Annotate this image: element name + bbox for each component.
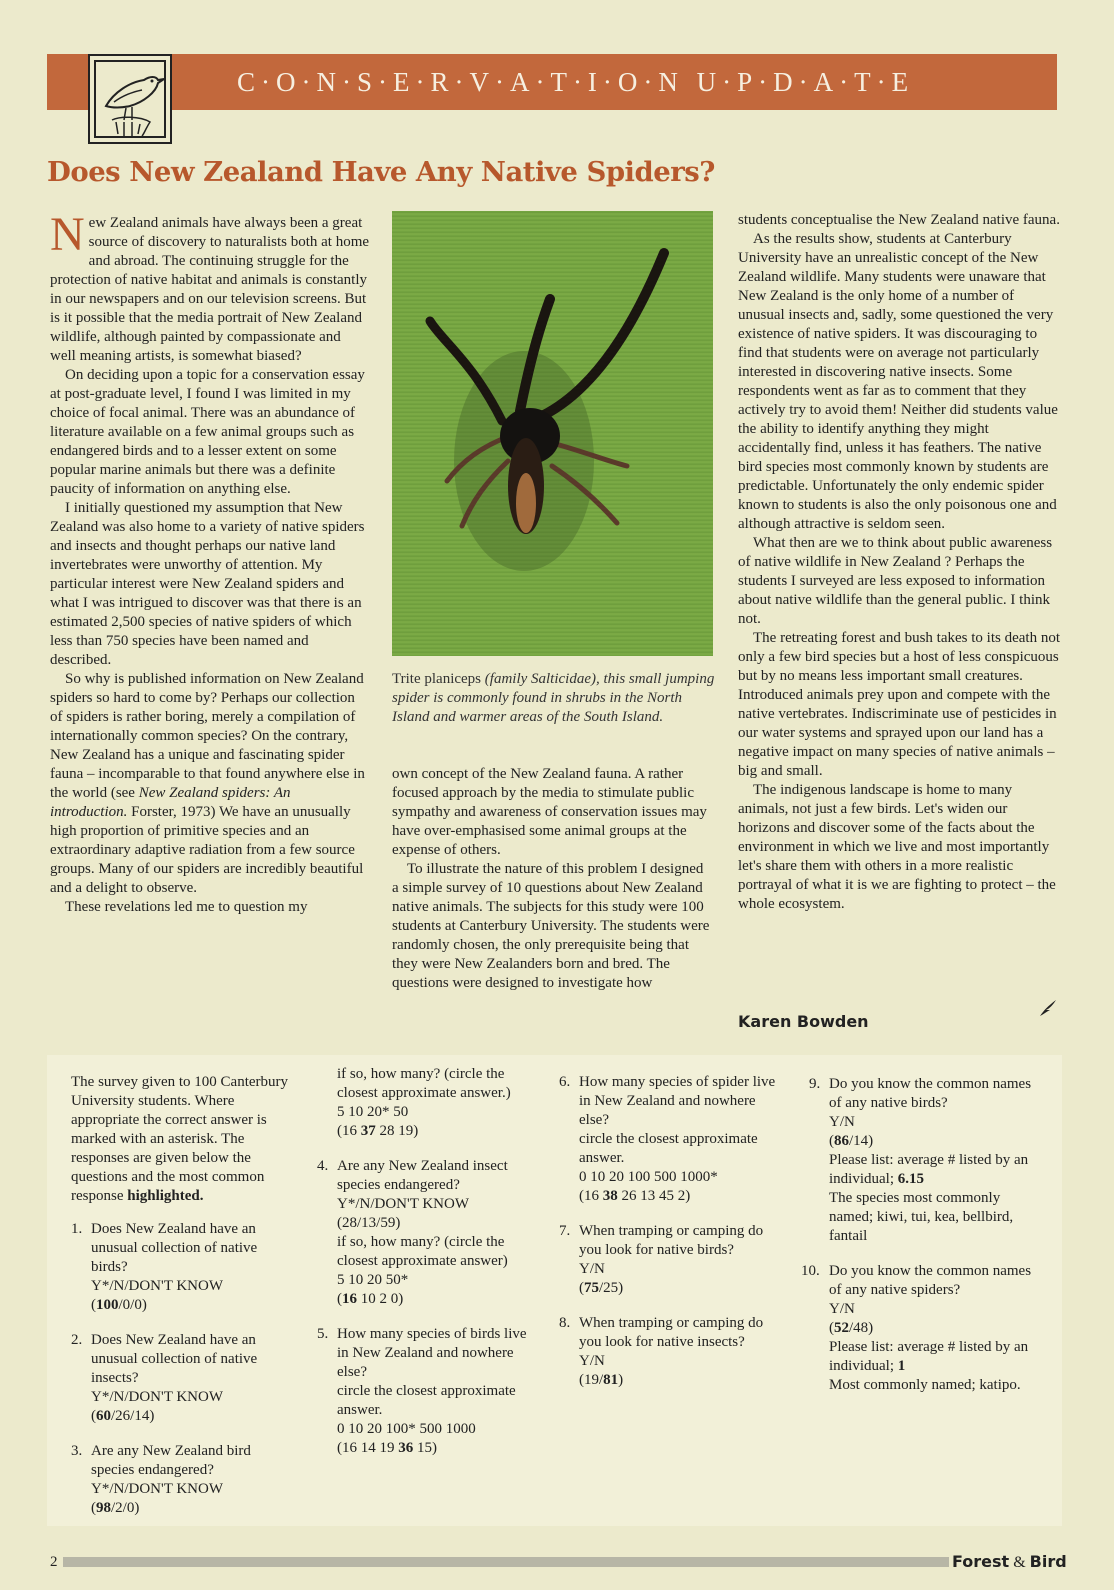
author-byline: Karen Bowden	[738, 1012, 869, 1031]
section-banner	[47, 54, 1057, 110]
paragraph: What then are we to think about public awareness of native wildlife in New Zealand ? Perhaps the students I surveyed are less exposed to information about native wildlife than the general public. I think not.	[738, 535, 1053, 627]
paragraph: So why is published information on New Zealand spiders so hard to come by? Perhaps our collection of spiders is rather boring, merely a compilation of internationally common species? On the contrary, New Zealand has a unique and fascinating spider fauna – incomparable to that found anywhere else in the world (see New Zealand spiders: An introduction. Forster, 1973) We have an unusually high proportion of primitive species and an extraordinary adaptive radiation from a few source groups. Many of our spiders are incredibly beautiful and a delight to observe.	[50, 671, 365, 896]
paragraph: The indigenous landscape is home to many animals, not just a few birds. Let's widen our horizons and discover some of the facts about the environment in which we live and most importantly let's share them with others in a more realistic portrayal of what it is we are fighting to protect – the whole ecosystem.	[738, 782, 1056, 912]
photo-caption: Trite planiceps (family Salticidae), this small jumping spider is commonly found in shrubs in the North Island and warmer areas of the South Island.	[392, 671, 715, 725]
magazine-title: Forest & Bird	[952, 1552, 1067, 1571]
book-reference: New Zealand spiders: An introduction.	[50, 785, 291, 820]
survey-box	[47, 1055, 1062, 1526]
survey-column-4	[801, 1075, 1035, 1411]
survey-question: 10. Do you know the common names of any native spiders? Y/N (52/48) Please list: average # listed by an individual; 1 Most commonly named; katipo.	[801, 1263, 1032, 1393]
paragraph: own concept of the New Zealand fauna. A rather focused approach by the media to stimulate public sympathy and awareness of conservation issues may have over-emphasised some animal groups at the expense of others.	[392, 766, 707, 858]
survey-question: if so, how many? (circle the closest approximate answer.) 5 10 20* 50 (16 37 28 19)	[337, 1066, 511, 1139]
survey-intro: The survey given to 100 Canterbury University students. Where appropriate the correct answer is marked with an asterisk. The responses are given below the questions and the most common response highlighted.	[71, 1074, 289, 1204]
paragraph: To illustrate the nature of this problem I designed a simple survey of 10 questions about New Zealand native animals. The subjects for this study were 100 students at Canterbury University. The students were randomly chosen, the only prerequisite being that they were New Zealanders born and bred. The questions were designed to investigate how	[392, 861, 710, 991]
survey-question: 5. How many species of birds live in New Zealand and nowhere else? circle the closest approximate answer. 0 10 20 100* 500 1000 (16 14 19 36 15)	[317, 1326, 527, 1456]
paragraph: I initially questioned my assumption that New Zealand was also home to a variety of native spiders and insects and thought perhaps our native land invertebrates were unworthy of attention. My particular interest were New Zealand spiders and what I was intrigued to discover was that there is an estimated 2,500 species of native spiders of which less than 750 species have been named and described.	[50, 500, 365, 668]
survey-column-1	[71, 1073, 295, 1534]
article-headline: Does New Zealand Have Any Native Spiders?	[47, 156, 715, 188]
bird-flourish-icon	[1038, 998, 1058, 1023]
survey-question: 4. Are any New Zealand insect species endangered? Y*/N/DON'T KNOW (28/13/59) if so, how many? (circle the closest approximate answer) 5 10 20 50* (16 10 2 0)	[317, 1158, 508, 1307]
survey-question: 2. Does New Zealand have an unusual collection of native insects? Y*/N/DON'T KNOW (60/26/14)	[71, 1332, 258, 1424]
survey-question: 7. When tramping or camping do you look for native birds? Y/N (75/25)	[559, 1223, 764, 1296]
survey-question: 3. Are any New Zealand bird species endangered? Y*/N/DON'T KNOW (98/2/0)	[71, 1443, 251, 1516]
article-column-3	[738, 211, 1060, 914]
spider-icon	[392, 211, 713, 656]
survey-column-3	[559, 1073, 789, 1406]
footer-rule	[63, 1557, 949, 1567]
article-column-1	[50, 208, 370, 917]
paragraph: As the results show, students at Canterbury University have an unrealistic concept of the New Zealand wildlife. Many students were unaware that New Zealand is the only home of a number of unusual insects and, sadly, some questioned the very existence of native spiders. It was discouraging to find that students were on average not particularly interested in discovering native insects. Some respondents went as far as to comment that they actively try to avoid them! Neither did students value the ability to identify anything they might accidentally find, unless it has feathers. The native bird species most commonly known by students are predictable. Unfortunately the only endemic spider known to students is also the only poisonous one and although attractive is seldom seen.	[738, 231, 1058, 532]
logo-box	[88, 54, 172, 144]
survey-question: 1. Does New Zealand have an unusual collection of native birds? Y*/N/DON'T KNOW (100/0/0)	[71, 1221, 258, 1313]
banner-title: C·O·N·S·E·R·V·A·T·I·O·N U·P·D·A·T·E	[237, 67, 915, 97]
spider-photo	[392, 211, 713, 656]
dropcap: N	[50, 208, 85, 261]
paragraph: The retreating forest and bush takes to its death not only a few bird species but a host of less conspicuous but by no means less important small creatures. Introduced animals prey upon and compete with the native vertebrates. Indiscriminate use of pesticides in our water systems and sprayed upon our land has a negative impact on many species of native animals – big and small.	[738, 630, 1060, 779]
paragraph: New Zealand animals have always been a great source of discovery to naturalists both at home and abroad. The continuing struggle for the protection of native habitat and animals is constantly in our newspapers and on our television screens. But is it possible that the media portrait of New Zealand wildlife, although painted by compassionate and well meaning artists, is somewhat biased?	[50, 208, 370, 364]
bird-logo-icon	[96, 62, 168, 140]
survey-question: 9. Do you know the common names of any native birds? Y/N (86/14) Please list: average # listed by an individual; 6.15 The species most commonly named; kiwi, tui, kea, bellbird, fantail	[809, 1076, 1032, 1244]
article-column-2	[392, 765, 712, 993]
survey-question: 6. How many species of spider live in New Zealand and nowhere else? circle the closest approximate answer. 0 10 20 100 500 1000* (16 38 26 13 45 2)	[559, 1074, 776, 1204]
paragraph: On deciding upon a topic for a conservation essay at post-graduate level, I found I was limited in my choice of focal animal. There was an abundance of literature available on a few animal groups such as endangered birds and to a lesser extent on some popular marine animals but there was a definite paucity of information on anything else.	[50, 367, 365, 497]
paragraph: These revelations led me to question my	[65, 899, 308, 915]
survey-question: 8. When tramping or camping do you look for native insects? Y/N (19/81)	[559, 1315, 764, 1388]
page-number: 2	[50, 1554, 58, 1570]
paragraph: students conceptualise the New Zealand native fauna.	[738, 212, 1060, 228]
survey-column-2	[317, 1065, 539, 1474]
